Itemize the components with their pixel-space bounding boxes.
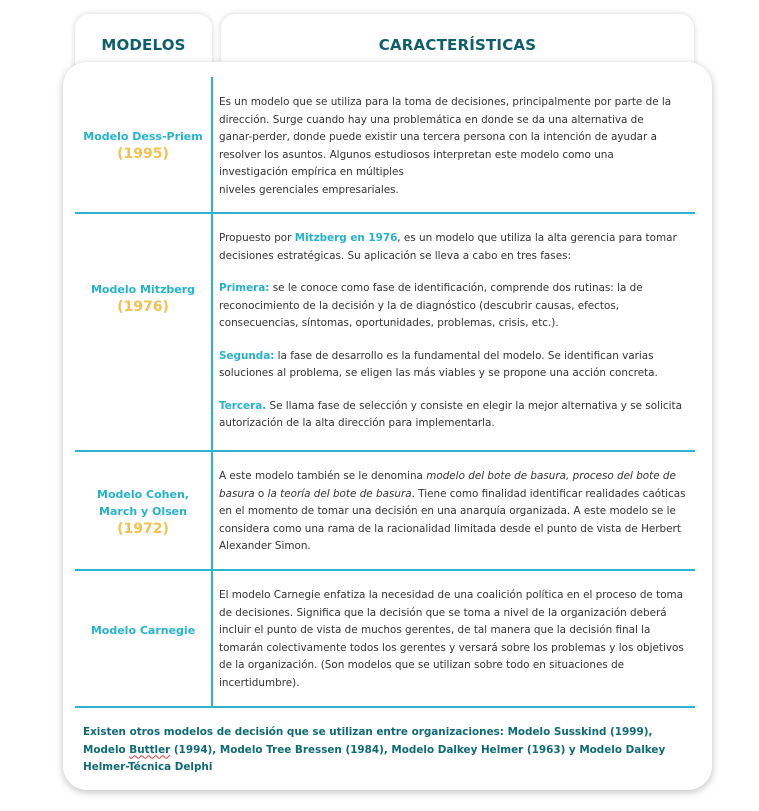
phase-paragraph — [219, 398, 691, 433]
phase-text: la fase de desarrollo es la fundamental del modelo. Se identifican varias soluciones al problema, se eligen las más viables y se propone una acción concreta. — [219, 349, 658, 379]
row-divider — [75, 450, 695, 452]
row-divider — [75, 569, 695, 571]
description-line: investigación empírica en múltiples — [219, 166, 404, 178]
phase-paragraph — [219, 348, 691, 383]
model-description — [219, 230, 691, 433]
models-header: MODELOS — [101, 36, 186, 54]
intro-text: , es un modelo que utiliza la alta gerencia para tomar decisiones estratégicas. Su aplicación se lleva a cabo en tres fases: — [219, 232, 677, 262]
phase-paragraph — [219, 280, 691, 333]
phase-text: Se llama fase de selección y consiste en elegir la mejor alternativa y se solicita autorización de la alta dirección para implementarla. — [219, 399, 682, 429]
phase-label: Tercera. — [219, 399, 267, 412]
model-cell — [75, 128, 211, 164]
description-text: A este modelo también se le denomina — [219, 470, 427, 482]
model-name: Modelo Carnegie — [90, 624, 196, 637]
description-line: Es un modelo que se utiliza para la toma de decisiones, principalmente por parte de la — [219, 96, 672, 108]
intro-paragraph — [219, 230, 691, 265]
model-name: Modelo Dess-Priem — [83, 130, 203, 143]
description-text: . Tiene como finalidad identificar realidades caóticas en el momento de tomar una decisión en una anarquía organizada. A este modelo se le considera como una rama de la racionalidad limitada desde el punto de vista de Herbert Alexander Simon. — [219, 487, 686, 552]
model-name: Modelo Cohen, — [97, 488, 189, 501]
model-name: Modelo Mitzberg — [90, 283, 195, 296]
description-paragraph: El modelo Carnegie enfatiza la necesidad de una coalición política en el proceso de toma de decisiones. Significa que la decisión que se toma a nivel de la organización deberá incluir el punto de vista de muchos gerentes, de tal manera que la decisión final la tomarán colectivamente todos los gerentes y versará sobre los problemas y los objetivos de la organización. (Son modelos que se utilizan sobre todo en situaciones de incertidumbre). — [219, 589, 684, 689]
model-cell — [75, 486, 211, 539]
model-year: (1972) — [117, 521, 169, 537]
model-name: March y Olsen — [99, 505, 187, 518]
description-text: o — [254, 487, 268, 500]
model-cell — [75, 281, 211, 317]
phase-text: se le conoce como fase de identificación, comprende dos rutinas: la de reconocimiento de la decisión y la de diagnóstico (descubrir causas, efectos, consecuencias, síntomas, oportunidades, problemas, crisis, etc.). — [219, 282, 643, 329]
phase-label: Primera: — [219, 282, 270, 294]
spellcheck-word: Buttler — [129, 743, 171, 756]
intro-highlight: Mitzberg en 1976 — [294, 232, 398, 244]
characteristics-header: CARACTERÍSTICAS — [378, 36, 537, 54]
model-year: (1995) — [117, 146, 169, 162]
description-line: resolver los asuntos. Algunos estudiosos interpretan este modelo como una — [219, 148, 614, 161]
description-line: dirección. Surge cuando hay una problemática en donde se da una alternativa de — [219, 113, 644, 126]
intro-text: Propuesto por — [219, 232, 295, 244]
footer-text: Existen otros modelos de decisión que se utilizan entre organizaciones: Modelo Susskind (1999), Modelo — [83, 726, 653, 756]
footer-note — [83, 724, 683, 777]
model-year: (1976) — [117, 299, 169, 315]
row-divider — [75, 212, 695, 214]
description-line: ganar-perder, donde puede existir una tercera persona con la intención de ayudar a — [219, 131, 657, 143]
column-divider — [211, 77, 213, 707]
model-cell — [75, 622, 211, 639]
model-description — [219, 94, 691, 199]
phase-label: Segunda: — [219, 349, 275, 362]
description-line: niveles gerenciales empresariales. — [219, 183, 399, 196]
footer-text: (1994), Modelo Tree Bressen (1984), Modelo Dalkey Helmer (1963) y Modelo Dalkey Helmer-Técnica Delphi — [83, 743, 666, 773]
description-italic: la teoría del bote de basura — [267, 487, 412, 500]
model-description — [219, 468, 691, 556]
row-divider — [75, 706, 695, 708]
model-description — [219, 587, 691, 692]
description-paragraph — [219, 468, 691, 556]
description-italic: modelo del bote de basura, proceso del bote de basura — [219, 470, 676, 500]
